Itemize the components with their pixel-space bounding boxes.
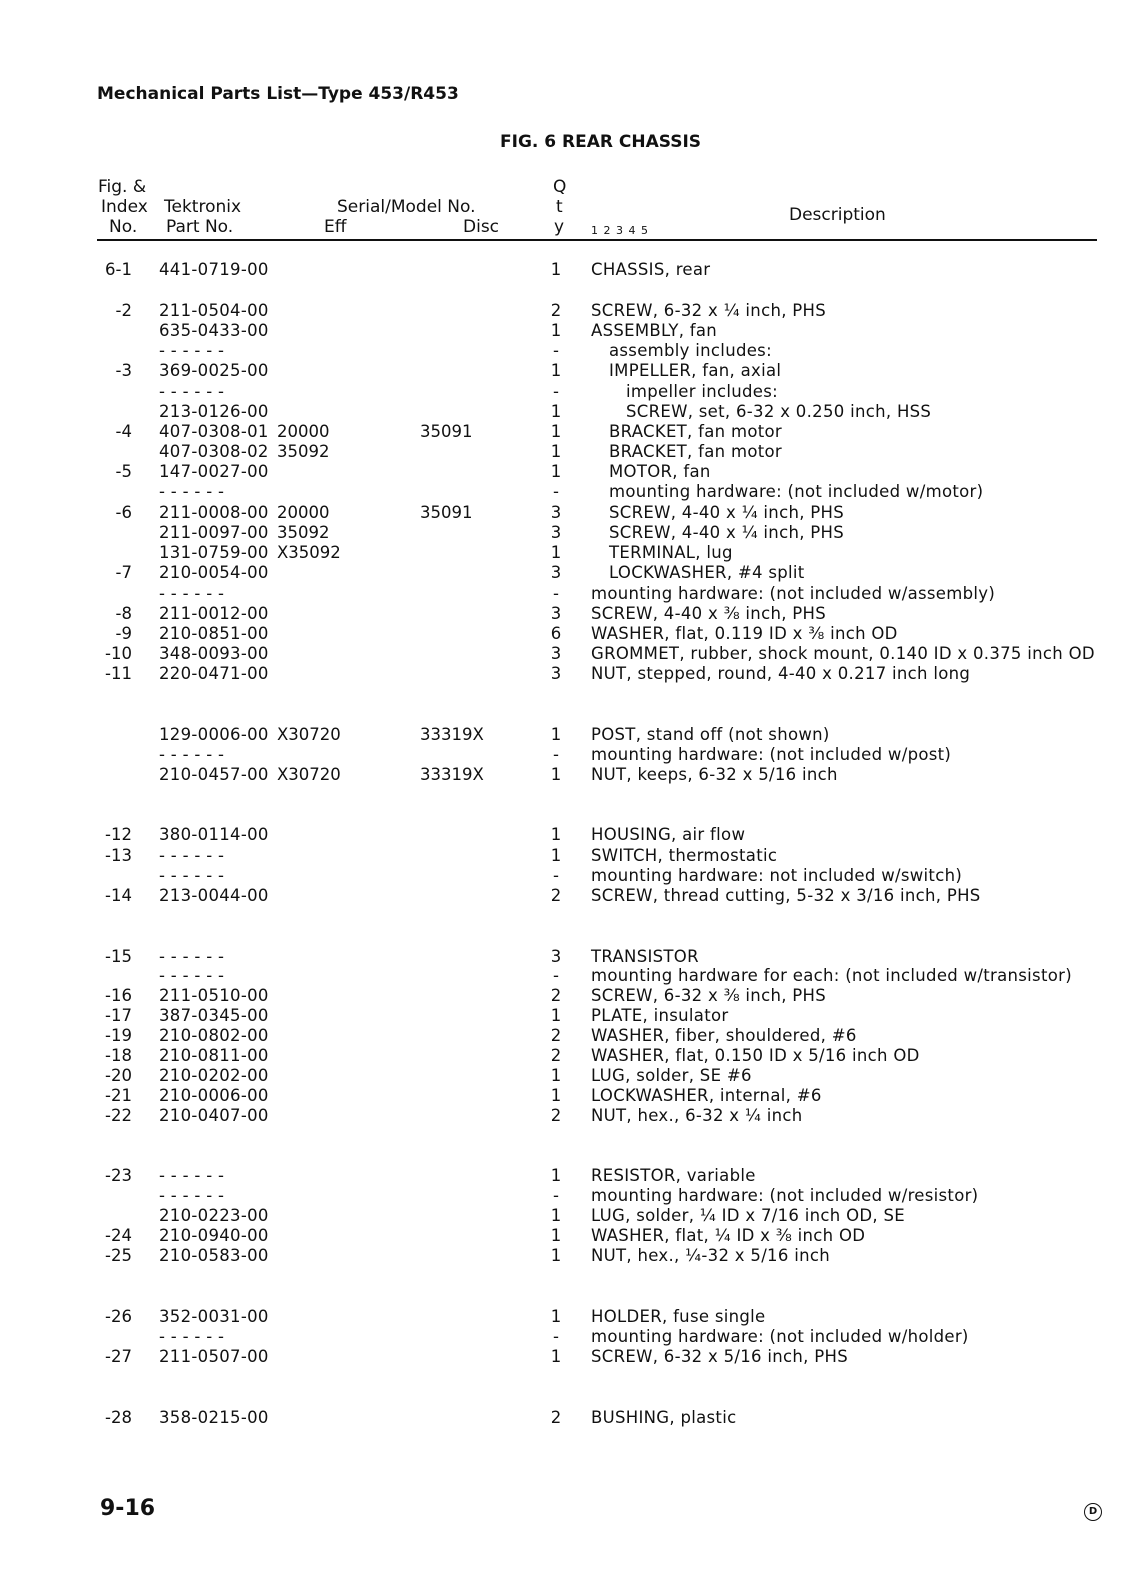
row-index: 6-1 [105,260,132,279]
col-qty-line2: t [556,197,563,217]
col-disc: Disc [463,217,500,237]
row-part-number: - - - - - - [159,382,225,401]
row-part-number: 210-0223-00 [159,1206,269,1225]
row-index: -15 [105,947,132,966]
row-description: SCREW, 4-40 x ¼ inch, PHS [609,523,845,542]
row-part-number: 358-0215-00 [159,1408,269,1427]
col-eff: Eff [324,217,347,237]
table-row [0,966,1125,986]
table-row [0,482,1125,502]
row-index: -9 [115,624,132,643]
row-part-number: - - - - - - [159,341,225,360]
row-description: NUT, hex., 6-32 x ¼ inch [591,1106,803,1125]
row-serial-disc: 35091 [420,422,473,441]
row-description: NUT, hex., ¼-32 x 5/16 inch [591,1246,830,1265]
row-description: PLATE, insulator [591,1006,729,1025]
page-number: 9-16 [100,1496,156,1521]
row-part-number: 210-0006-00 [159,1086,269,1105]
col-tektronix-line1: Tektronix [164,197,242,217]
row-description: SCREW, 6-32 x ⅜ inch, PHS [591,986,827,1005]
row-description: WASHER, flat, 0.119 ID x ⅜ inch OD [591,624,898,643]
row-description: BRACKET, fan motor [609,422,782,441]
row-index: -7 [115,563,132,582]
row-description: mounting hardware: (not included w/post) [591,745,952,764]
row-description: mounting hardware: (not included w/motor) [609,482,984,501]
row-qty: 3 [550,644,562,663]
row-serial-eff: X30720 [277,725,341,744]
row-index: -28 [105,1408,132,1427]
row-qty: 1 [550,1166,562,1185]
row-description: mounting hardware: (not included w/assembly) [591,584,996,603]
table-row [0,866,1125,886]
row-description: SCREW, thread cutting, 5-32 x 3/16 inch, PHS [591,886,981,905]
row-part-number: - - - - - - [159,1327,225,1346]
row-description: impeller includes: [626,382,778,401]
row-qty: 1 [550,361,562,380]
row-qty: - [553,866,559,885]
row-index: -3 [115,361,132,380]
table-row [0,1046,1125,1066]
row-part-number: - - - - - - [159,1186,225,1205]
table-row [0,846,1125,866]
row-qty: 1 [550,1086,562,1105]
row-description: HOLDER, fuse single [591,1307,766,1326]
col-fig-index-line3: No. [109,217,138,237]
row-description: LUG, solder, SE #6 [591,1066,752,1085]
row-description: LUG, solder, ¼ ID x 7/16 inch OD, SE [591,1206,905,1225]
row-description: WASHER, flat, 0.150 ID x 5/16 inch OD [591,1046,920,1065]
row-part-number: 210-0202-00 [159,1066,269,1085]
row-qty: 1 [550,765,562,784]
row-part-number: 211-0507-00 [159,1347,269,1366]
row-part-number: 213-0044-00 [159,886,269,905]
row-qty: 1 [550,543,562,562]
row-index: -12 [105,825,132,844]
row-qty: 1 [550,1226,562,1245]
row-index: -16 [105,986,132,1005]
table-row [0,1408,1125,1428]
figure-title: FIG. 6 REAR CHASSIS [500,132,702,152]
row-index: -21 [105,1086,132,1105]
row-part-number: - - - - - - [159,745,225,764]
row-qty: 1 [550,422,562,441]
row-index: -5 [115,462,132,481]
row-qty: 1 [550,1066,562,1085]
table-row [0,1026,1125,1046]
row-description: SCREW, 4-40 x ¼ inch, PHS [609,503,845,522]
table-row [0,1307,1125,1327]
col-qty-line1: Q [553,177,567,197]
row-qty: 1 [550,462,562,481]
row-part-number: 210-0457-00 [159,765,269,784]
row-part-number: 210-0802-00 [159,1026,269,1045]
row-part-number: 348-0093-00 [159,644,269,663]
row-serial-eff: X35092 [277,543,341,562]
row-qty: - [553,382,559,401]
table-row [0,604,1125,624]
row-part-number: 441-0719-00 [159,260,269,279]
row-qty: - [553,341,559,360]
row-description: NUT, keeps, 6-32 x 5/16 inch [591,765,838,784]
table-row [0,1186,1125,1206]
table-row [0,260,1125,280]
row-qty: 1 [550,1006,562,1025]
row-description: SCREW, set, 6-32 x 0.250 inch, HSS [626,402,932,421]
row-part-number: 407-0308-01 [159,422,269,441]
row-description: CHASSIS, rear [591,260,711,279]
row-index: -10 [105,644,132,663]
table-row [0,422,1125,442]
table-row [0,442,1125,462]
row-description: BUSHING, plastic [591,1408,737,1427]
row-index: -18 [105,1046,132,1065]
table-row [0,1106,1125,1126]
row-index: -25 [105,1246,132,1265]
row-part-number: 369-0025-00 [159,361,269,380]
row-serial-eff: X30720 [277,765,341,784]
row-qty: 2 [550,1026,562,1045]
row-qty: - [553,1186,559,1205]
row-description: SCREW, 6-32 x 5/16 inch, PHS [591,1347,848,1366]
row-qty: - [553,584,559,603]
table-row [0,725,1125,745]
row-index: -20 [105,1066,132,1085]
table-row [0,1246,1125,1266]
row-qty: 1 [550,1206,562,1225]
row-description: LOCKWASHER, #4 split [609,563,805,582]
table-row [0,1066,1125,1086]
row-qty: 3 [550,503,562,522]
row-index: -14 [105,886,132,905]
row-part-number: - - - - - - [159,584,225,603]
row-qty: 1 [550,1246,562,1265]
row-description: mounting hardware: (not included w/holder) [591,1327,969,1346]
row-index: -23 [105,1166,132,1185]
row-description: mounting hardware: not included w/switch) [591,866,963,885]
row-description: WASHER, fiber, shouldered, #6 [591,1026,857,1045]
row-index: -19 [105,1026,132,1045]
table-row [0,886,1125,906]
table-row [0,765,1125,785]
col-indent-levels: 1 2 3 4 5 [591,224,649,237]
row-qty: - [553,482,559,501]
row-description: ASSEMBLY, fan [591,321,718,340]
row-description: mounting hardware: (not included w/resistor) [591,1186,979,1205]
row-part-number: 211-0097-00 [159,523,269,542]
row-index: -24 [105,1226,132,1245]
row-part-number: 210-0407-00 [159,1106,269,1125]
row-description: MOTOR, fan [609,462,711,481]
page-header: Mechanical Parts List—Type 453/R453 [97,84,459,104]
row-part-number: 211-0510-00 [159,986,269,1005]
row-description: SWITCH, thermostatic [591,846,778,865]
row-part-number: - - - - - - [159,1166,225,1185]
row-description: TRANSISTOR [591,947,699,966]
row-description: SCREW, 6-32 x ¼ inch, PHS [591,301,827,320]
col-description: Description [789,205,886,225]
row-index: -17 [105,1006,132,1025]
row-qty: 2 [550,1106,562,1125]
row-description: GROMMET, rubber, shock mount, 0.140 ID x 0.375 inch OD [591,644,1095,663]
row-serial-disc: 33319X [420,765,484,784]
row-description: POST, stand off (not shown) [591,725,830,744]
row-qty: 1 [550,442,562,461]
row-description: BRACKET, fan motor [609,442,782,461]
row-part-number: 210-0811-00 [159,1046,269,1065]
row-qty: - [553,966,559,985]
row-part-number: 210-0940-00 [159,1226,269,1245]
col-fig-index-line1: Fig. & [98,177,147,197]
table-row [0,543,1125,563]
table-row [0,503,1125,523]
row-qty: 1 [550,1307,562,1326]
table-row [0,402,1125,422]
row-part-number: 211-0008-00 [159,503,269,522]
header-rule [97,239,1097,241]
row-qty: 1 [550,1347,562,1366]
row-part-number: 211-0504-00 [159,301,269,320]
row-serial-eff: 20000 [277,422,330,441]
table-row [0,1006,1125,1026]
row-description: HOUSING, air flow [591,825,746,844]
row-qty: 2 [550,886,562,905]
table-row [0,745,1125,765]
table-row [0,1327,1125,1347]
row-qty: 3 [550,604,562,623]
table-row [0,584,1125,604]
table-row [0,664,1125,684]
row-part-number: 210-0054-00 [159,563,269,582]
col-fig-index-line2: Index [101,197,148,217]
row-qty: 1 [550,846,562,865]
row-qty: 3 [550,563,562,582]
row-serial-disc: 35091 [420,503,473,522]
row-part-number: 635-0433-00 [159,321,269,340]
table-row [0,462,1125,482]
row-part-number: 211-0012-00 [159,604,269,623]
row-part-number: 131-0759-00 [159,543,269,562]
table-row [0,825,1125,845]
row-part-number: - - - - - - [159,866,225,885]
row-index: -27 [105,1347,132,1366]
row-part-number: 220-0471-00 [159,664,269,683]
row-serial-eff: 20000 [277,503,330,522]
row-part-number: 387-0345-00 [159,1006,269,1025]
table-row [0,382,1125,402]
row-part-number: - - - - - - [159,846,225,865]
row-description: NUT, stepped, round, 4-40 x 0.217 inch long [591,664,971,683]
row-qty: 1 [550,321,562,340]
row-part-number: 210-0851-00 [159,624,269,643]
row-index: -11 [105,664,132,683]
row-part-number: - - - - - - [159,482,225,501]
row-index: -13 [105,846,132,865]
table-row [0,644,1125,664]
table-row [0,624,1125,644]
row-index: -6 [115,503,132,522]
row-description: TERMINAL, lug [609,543,733,562]
row-qty: - [553,1327,559,1346]
row-serial-disc: 33319X [420,725,484,744]
table-row [0,986,1125,1006]
row-description: assembly includes: [609,341,772,360]
col-qty-line3: y [554,217,565,237]
table-row [0,361,1125,381]
row-part-number: 210-0583-00 [159,1246,269,1265]
table-row [0,1206,1125,1226]
row-description: RESISTOR, variable [591,1166,756,1185]
table-row [0,1226,1125,1246]
row-part-number: 352-0031-00 [159,1307,269,1326]
row-description: SCREW, 4-40 x ⅜ inch, PHS [591,604,827,623]
row-qty: 2 [550,1408,562,1427]
row-index: -8 [115,604,132,623]
table-row [0,1166,1125,1186]
table-row [0,321,1125,341]
table-row [0,947,1125,967]
table-row [0,341,1125,361]
revision-mark: D [1084,1503,1102,1521]
row-qty: 2 [550,986,562,1005]
row-index: -26 [105,1307,132,1326]
row-qty: 2 [550,1046,562,1065]
row-qty: 1 [550,825,562,844]
row-part-number: 129-0006-00 [159,725,269,744]
row-description: LOCKWASHER, internal, #6 [591,1086,822,1105]
row-index: -2 [115,301,132,320]
row-description: WASHER, flat, ¼ ID x ⅜ inch OD [591,1226,866,1245]
row-part-number: 380-0114-00 [159,825,269,844]
row-index: -22 [105,1106,132,1125]
table-row [0,563,1125,583]
row-qty: 1 [550,260,562,279]
row-serial-eff: 35092 [277,442,330,461]
row-qty: 3 [550,523,562,542]
row-serial-eff: 35092 [277,523,330,542]
row-part-number: 407-0308-02 [159,442,269,461]
col-tektronix-line2: Part No. [166,217,234,237]
row-qty: 1 [550,402,562,421]
row-part-number: - - - - - - [159,947,225,966]
col-serial-model: Serial/Model No. [337,197,476,217]
row-qty: - [553,745,559,764]
row-part-number: - - - - - - [159,966,225,985]
row-qty: 3 [550,947,562,966]
table-row [0,301,1125,321]
row-part-number: 147-0027-00 [159,462,269,481]
table-row [0,1347,1125,1367]
row-description: mounting hardware for each: (not included w/transistor) [591,966,1072,985]
row-qty: 2 [550,301,562,320]
row-description: IMPELLER, fan, axial [609,361,782,380]
table-row [0,1086,1125,1106]
row-qty: 1 [550,725,562,744]
row-index: -4 [115,422,132,441]
row-qty: 3 [550,664,562,683]
row-part-number: 213-0126-00 [159,402,269,421]
row-qty: 6 [550,624,562,643]
table-row [0,523,1125,543]
